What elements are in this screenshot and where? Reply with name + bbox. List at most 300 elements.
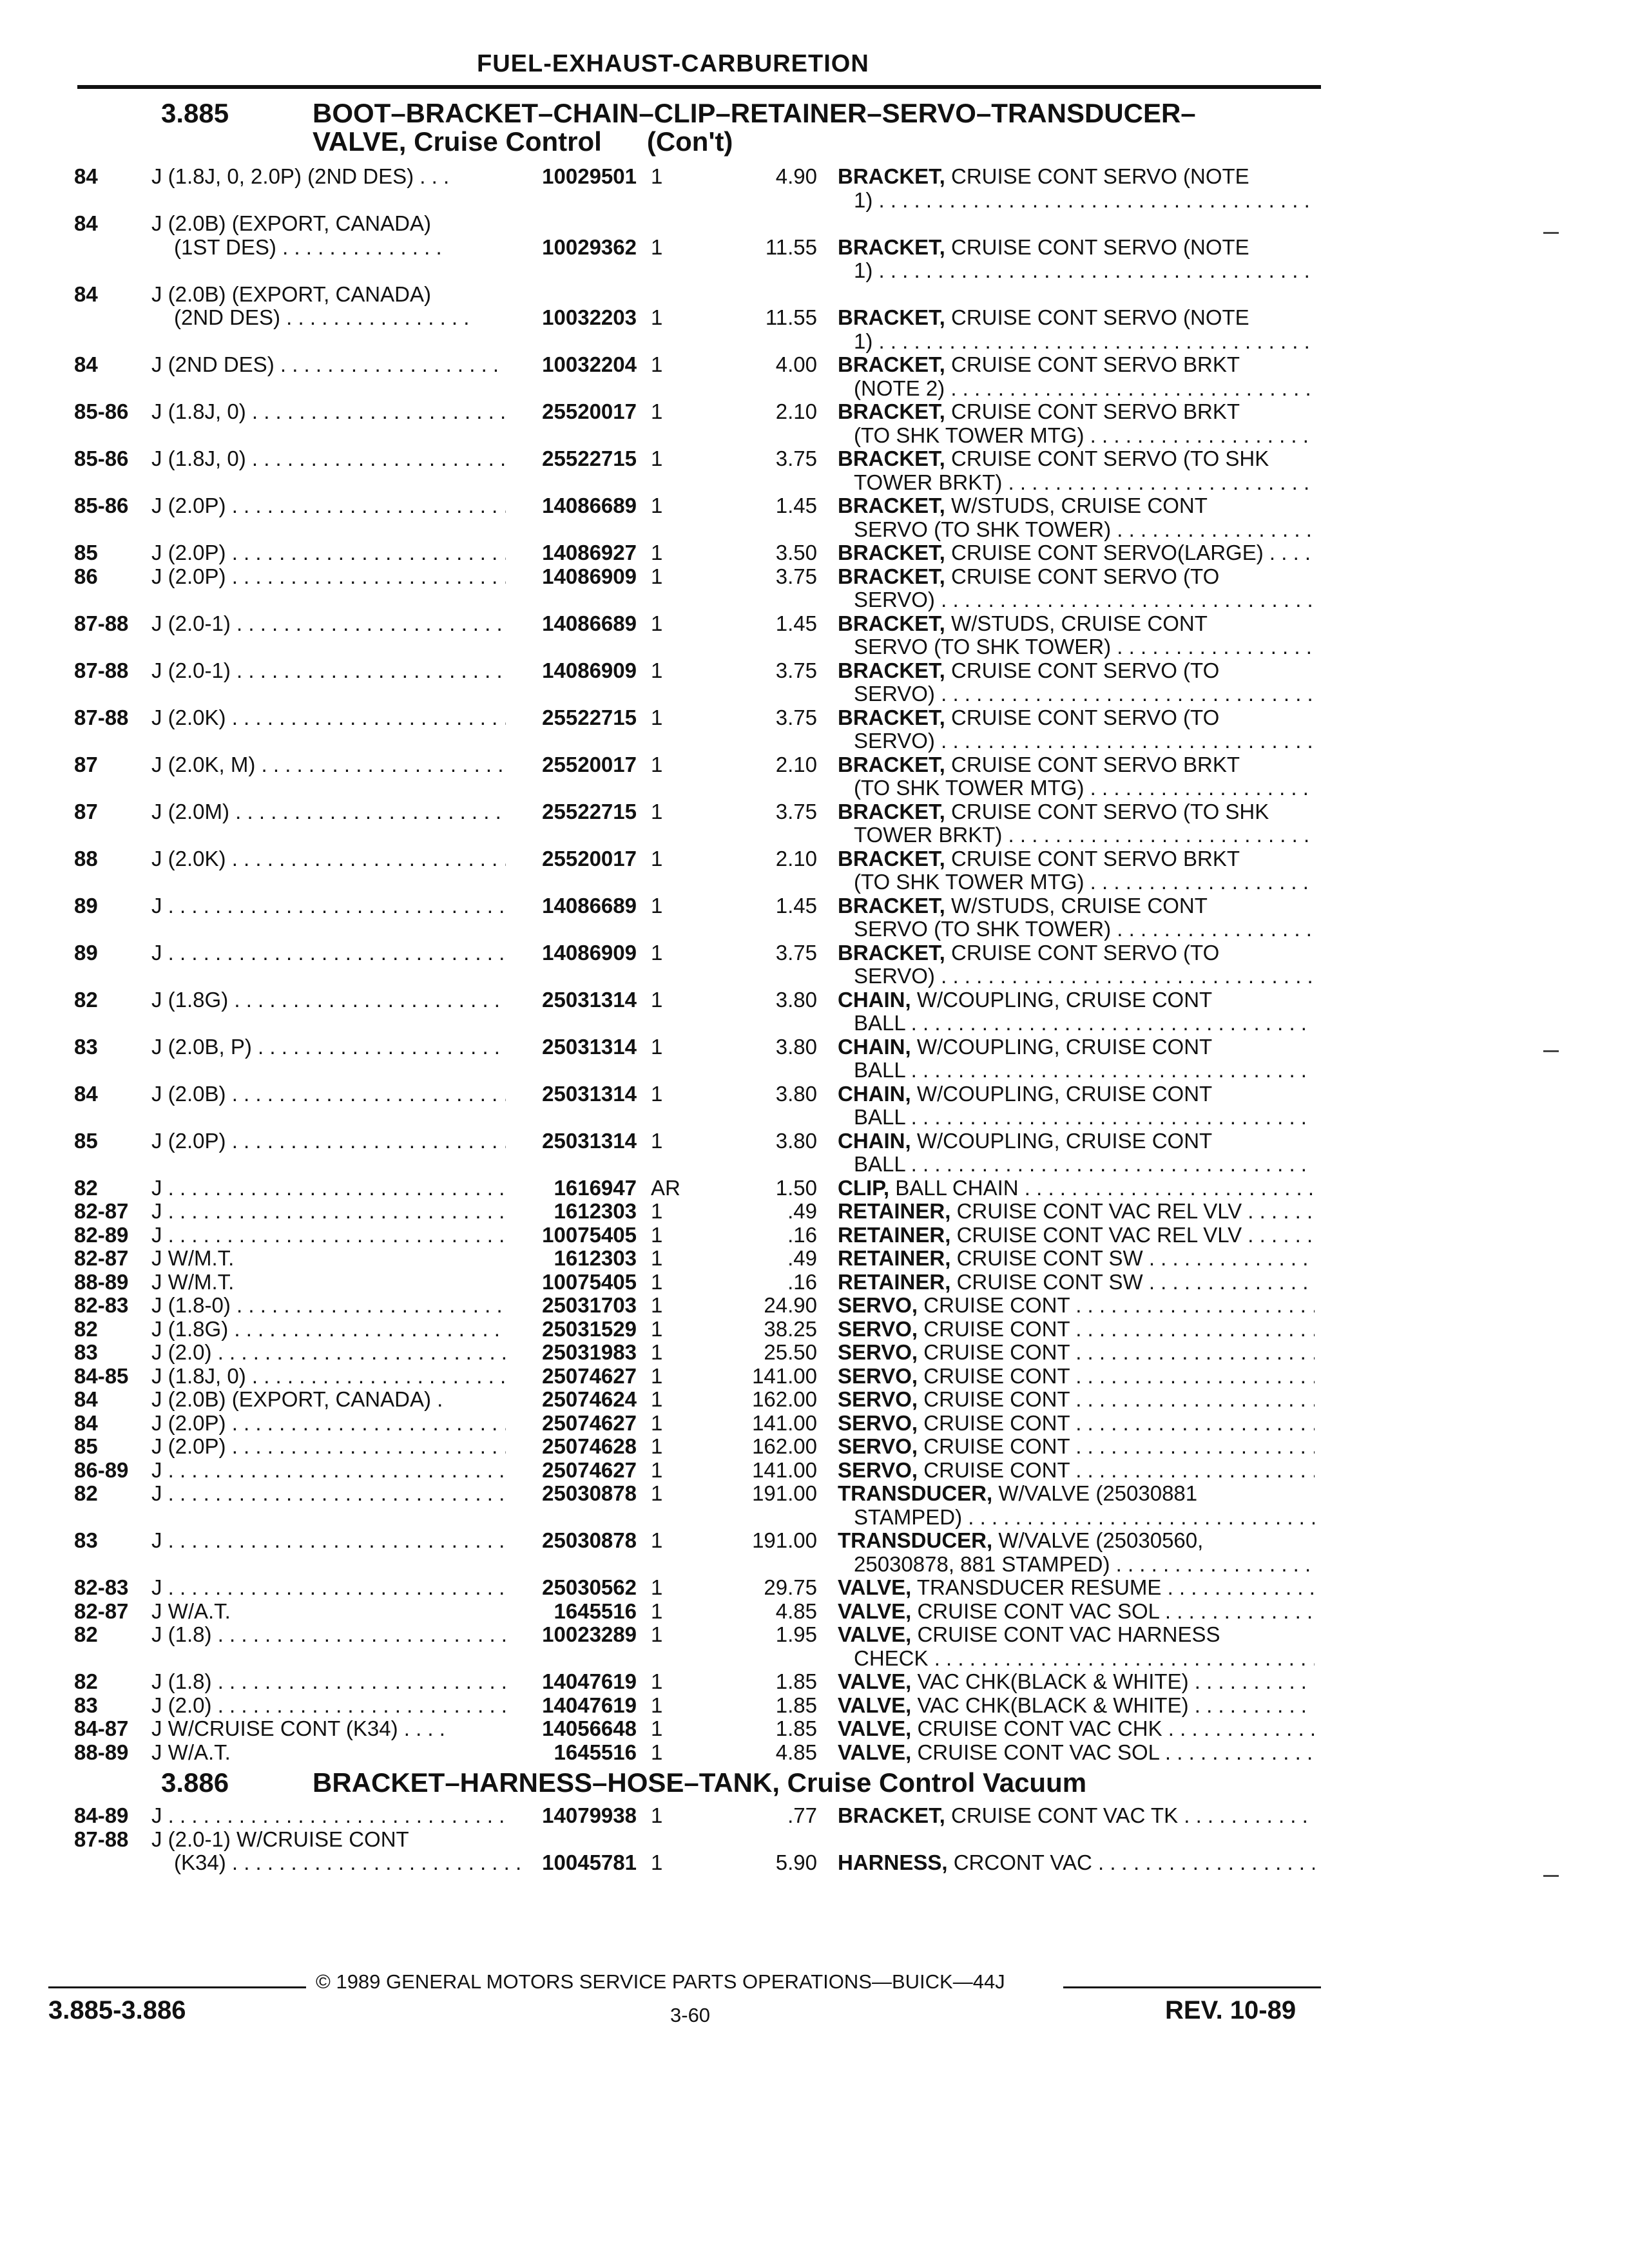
description-keyword: BRACKET, <box>838 164 945 188</box>
section-title: BOOT–BRACKET–CHAIN–CLIP–RETAINER–SERVO–TRANSDUCER– <box>313 98 1196 128</box>
description-continuation: 1) . . . <box>854 258 1315 282</box>
description-keyword: BRACKET, <box>838 352 945 376</box>
description-name <box>838 305 1315 329</box>
part-number: 14086909 <box>542 658 637 682</box>
description-continuation: SERVO) . . . <box>854 588 1315 611</box>
description-keyword: BRACKET, <box>838 235 945 259</box>
application: J W/A.T. <box>151 1740 231 1764</box>
price: 1.85 <box>775 1693 817 1717</box>
quantity: 1 <box>651 1434 663 1458</box>
description-keyword: VALVE, <box>838 1693 912 1717</box>
part-number: 25522715 <box>542 705 637 729</box>
quantity: 1 <box>651 235 663 259</box>
model-years: 84 <box>74 1387 98 1411</box>
page-number: 3-60 <box>670 2004 711 2026</box>
description-continuation: SERVO) . . . <box>854 682 1315 706</box>
price: 191.00 <box>752 1528 817 1552</box>
quantity: 1 <box>651 447 663 470</box>
description-text: CRUISE CONT SERVO (NOTE <box>951 305 1249 329</box>
part-number: 14079938 <box>542 1803 637 1827</box>
description-name <box>838 658 1315 682</box>
description-name <box>838 164 1315 188</box>
section-range: 3.885-3.886 <box>48 1996 186 2024</box>
application: J . . . <box>151 1803 506 1827</box>
model-years: 82 <box>74 1316 98 1341</box>
part-number: 25031314 <box>542 1128 637 1153</box>
description-keyword: SERVO, <box>838 1340 918 1364</box>
part-number: 25030878 <box>542 1481 637 1505</box>
description-name <box>838 1223 1315 1247</box>
model-years: 82 <box>74 1622 98 1646</box>
price: 1.50 <box>775 1175 817 1200</box>
price: .49 <box>787 1199 817 1223</box>
price: 1.85 <box>775 1716 817 1740</box>
description-text: CRUISE CONT SERVO BRKT <box>951 399 1240 423</box>
footer-rule <box>48 1986 306 1988</box>
description-name <box>838 564 1315 588</box>
description-text: CRUISE CONT SERVO (TO <box>951 705 1220 729</box>
model-years: 88-89 <box>74 1740 129 1764</box>
description-name <box>838 1669 1315 1693</box>
description-text: W/STUDS, CRUISE CONT <box>951 494 1208 517</box>
description-name <box>838 541 1315 564</box>
description-continuation: SERVO) . . . <box>854 964 1315 988</box>
application: J (1.8J, 0) . . . <box>151 399 506 423</box>
quantity: 1 <box>651 305 663 329</box>
application: J (2.0P) . . . <box>151 494 506 517</box>
description-keyword: VALVE, <box>838 1599 912 1623</box>
description-text: CRUISE CONT <box>923 1316 1070 1341</box>
model-years: 84 <box>74 282 98 306</box>
application: J (2.0B) (EXPORT, CANADA) <box>151 282 431 306</box>
model-years: 83 <box>74 1340 98 1364</box>
price: 3.75 <box>775 940 817 965</box>
part-number: 25031529 <box>542 1316 637 1341</box>
description-text: W/COUPLING, CRUISE CONT <box>916 1081 1213 1106</box>
description-name <box>838 1129 1315 1153</box>
application: J (2.0M) . . . <box>151 800 506 823</box>
price: 3.75 <box>775 564 817 588</box>
description-text: W/COUPLING, CRUISE CONT <box>916 1034 1213 1059</box>
part-number: 1612303 <box>554 1246 637 1270</box>
description-name <box>838 1850 1315 1874</box>
part-number: 25074627 <box>542 1410 637 1435</box>
description-keyword: CHAIN, <box>838 1034 911 1059</box>
description-text: CRUISE CONT <box>923 1387 1070 1411</box>
description-keyword: VALVE, <box>838 1575 912 1599</box>
price: .49 <box>787 1246 817 1270</box>
model-years: 85-86 <box>74 399 129 423</box>
description-keyword: RETAINER, <box>838 1199 951 1223</box>
part-number: 14047619 <box>542 1693 637 1717</box>
footer-rule <box>1063 1986 1321 1988</box>
price: 1.95 <box>775 1622 817 1646</box>
price: 141.00 <box>752 1457 817 1482</box>
description-text: CRUISE CONT <box>923 1340 1070 1364</box>
part-number: 10045781 <box>542 1850 637 1874</box>
description-name <box>838 1458 1315 1482</box>
application: J (1.8G) . . . <box>151 988 506 1012</box>
margin-mark <box>1543 232 1559 234</box>
part-number: 25030562 <box>542 1575 637 1599</box>
quantity: 1 <box>651 1034 663 1059</box>
price: .16 <box>787 1222 817 1247</box>
part-number: 1612303 <box>554 1199 637 1223</box>
price: 2.10 <box>775 752 817 776</box>
price: 11.55 <box>765 235 817 259</box>
description-name <box>838 1387 1315 1411</box>
description-continuation: BALL . . . <box>854 1011 1315 1035</box>
description-name <box>838 1246 1315 1270</box>
description-continuation: SERVO (TO SHK TOWER) . . . <box>854 635 1315 658</box>
model-years: 85-86 <box>74 494 129 517</box>
description-continuation: BALL . . . <box>854 1058 1315 1082</box>
model-years: 87-88 <box>74 1827 129 1851</box>
price: 2.10 <box>775 399 817 423</box>
quantity: 1 <box>651 799 663 823</box>
model-years: 84 <box>74 1410 98 1435</box>
description-continuation: (TO SHK TOWER MTG) . . . <box>854 423 1315 447</box>
model-years: 84-87 <box>74 1716 129 1740</box>
part-number: 25520017 <box>542 399 637 423</box>
description-text: CRUISE CONT SERVO (NOTE <box>951 164 1249 188</box>
description-keyword: RETAINER, <box>838 1222 951 1247</box>
quantity: 1 <box>651 752 663 776</box>
quantity: 1 <box>651 1481 663 1505</box>
part-number: 25030878 <box>542 1528 637 1552</box>
description-keyword: SERVO, <box>838 1293 918 1317</box>
description-text: VAC CHK(BLACK & WHITE) <box>917 1669 1189 1693</box>
description-name <box>838 800 1315 823</box>
price: .16 <box>787 1269 817 1294</box>
description-continuation: CHECK . . . <box>854 1646 1315 1670</box>
description-text: CRUISE CONT SERVO(LARGE) <box>951 541 1264 564</box>
part-number: 14086689 <box>542 893 637 918</box>
application: J (2.0K) . . . <box>151 847 506 870</box>
quantity: 1 <box>651 1081 663 1106</box>
quantity: 1 <box>651 541 663 564</box>
quantity: 1 <box>651 1293 663 1317</box>
quantity: 1 <box>651 987 663 1012</box>
application: J (2.0P) . . . <box>151 541 506 564</box>
description-keyword: VALVE, <box>838 1669 912 1693</box>
description-continuation: 1) . . . <box>854 329 1315 353</box>
description-text: CRUISE CONT <box>923 1457 1070 1482</box>
description-name <box>838 1599 1315 1623</box>
quantity: 1 <box>651 1246 663 1270</box>
description-text: CRUISE CONT <box>923 1293 1070 1317</box>
quantity: 1 <box>651 1599 663 1623</box>
application: J . . . <box>151 1575 506 1599</box>
part-number: 25520017 <box>542 752 637 776</box>
description-text: CRUISE CONT <box>923 1410 1070 1435</box>
price: 38.25 <box>764 1316 817 1341</box>
model-years: 87 <box>74 799 98 823</box>
quantity: 1 <box>651 1128 663 1153</box>
part-number: 25522715 <box>542 799 637 823</box>
model-years: 87-88 <box>74 611 129 635</box>
part-number: 25074627 <box>542 1363 637 1388</box>
description-name <box>838 1035 1315 1059</box>
application: J (2.0B) (EXPORT, CANADA) . <box>151 1387 443 1411</box>
part-number: 25074628 <box>542 1434 637 1458</box>
application: J . . . <box>151 894 506 918</box>
application: J (2.0P) . . . <box>151 564 506 588</box>
price: .77 <box>787 1803 817 1827</box>
description-name <box>838 1411 1315 1435</box>
price: 162.00 <box>752 1387 817 1411</box>
description-text: W/VALVE (25030881 <box>998 1481 1198 1505</box>
quantity: 1 <box>651 1199 663 1223</box>
description-text: CRUISE CONT SERVO (TO SHK <box>951 799 1269 823</box>
quantity: 1 <box>651 494 663 517</box>
description-name <box>838 1575 1315 1599</box>
quantity: 1 <box>651 705 663 729</box>
quantity: 1 <box>651 1575 663 1599</box>
model-years: 82 <box>74 1481 98 1505</box>
model-years: 89 <box>74 940 98 965</box>
description-name <box>838 988 1315 1012</box>
application: (K34) . . . <box>174 1850 528 1874</box>
price: 3.75 <box>775 447 817 470</box>
description-text: CRUISE CONT VAC HARNESS <box>917 1622 1220 1646</box>
quantity: 1 <box>651 1693 663 1717</box>
price: 191.00 <box>752 1481 817 1505</box>
application: J . . . <box>151 1199 506 1223</box>
section-subtitle: VALVE, Cruise Control (Con't) <box>313 126 733 157</box>
description-keyword: CHAIN, <box>838 1081 911 1106</box>
application: J (2.0P) . . . <box>151 1129 506 1153</box>
quantity: 1 <box>651 564 663 588</box>
quantity: 1 <box>651 1316 663 1341</box>
description-name <box>838 1364 1315 1388</box>
description-keyword: TRANSDUCER, <box>838 1528 993 1552</box>
application: J (2.0P) . . . <box>151 1434 506 1458</box>
description-text: CRUISE CONT VAC SOL <box>917 1599 1159 1623</box>
quantity: 1 <box>651 1622 663 1646</box>
application: J (2.0-1) . . . <box>151 611 506 635</box>
description-name <box>838 1270 1315 1294</box>
quantity: 1 <box>651 1363 663 1388</box>
price: 3.80 <box>775 987 817 1012</box>
price: 4.85 <box>775 1599 817 1623</box>
description-name <box>838 1082 1315 1106</box>
part-number: 25031983 <box>542 1340 637 1364</box>
description-continuation: SERVO) . . . <box>854 729 1315 753</box>
part-number: 25074624 <box>542 1387 637 1411</box>
quantity: 1 <box>651 1387 663 1411</box>
description-keyword: SERVO, <box>838 1387 918 1411</box>
margin-mark <box>1543 1050 1559 1052</box>
description-keyword: VALVE, <box>838 1740 912 1764</box>
margin-mark <box>1543 1875 1559 1877</box>
part-number: 10029362 <box>542 235 637 259</box>
quantity: 1 <box>651 1850 663 1874</box>
part-number: 1616947 <box>554 1175 637 1200</box>
description-text: CRUISE CONT SERVO BRKT <box>951 752 1240 776</box>
quantity: 1 <box>651 1803 663 1827</box>
part-number: 10075405 <box>542 1269 637 1294</box>
description-name <box>838 494 1315 517</box>
part-number: 14086909 <box>542 564 637 588</box>
description-name <box>838 611 1315 635</box>
application: J (2.0-1) W/CRUISE CONT <box>151 1827 409 1851</box>
price: 3.80 <box>775 1128 817 1153</box>
part-number: 25031314 <box>542 1034 637 1059</box>
model-years: 83 <box>74 1693 98 1717</box>
part-number: 25031703 <box>542 1293 637 1317</box>
quantity: 1 <box>651 1269 663 1294</box>
description-text: CRUISE CONT SERVO (TO <box>951 658 1220 682</box>
quantity: 1 <box>651 940 663 965</box>
part-number: 25031314 <box>542 1081 637 1106</box>
price: 1.85 <box>775 1669 817 1693</box>
application: J . . . <box>151 1528 506 1552</box>
description-continuation: (NOTE 2) . . . <box>854 376 1315 400</box>
model-years: 87-88 <box>74 658 129 682</box>
part-number: 1645516 <box>554 1740 637 1764</box>
part-number: 10032203 <box>542 305 637 329</box>
description-continuation: (TO SHK TOWER MTG) . . . <box>854 776 1315 800</box>
description-keyword: BRACKET, <box>838 799 945 823</box>
part-number: 14086689 <box>542 494 637 517</box>
application: J (2.0B) . . . <box>151 1082 506 1106</box>
application: J W/M.T. <box>151 1246 235 1270</box>
description-keyword: BRACKET, <box>838 541 945 564</box>
description-continuation: (TO SHK TOWER MTG) . . . <box>854 870 1315 894</box>
price: 3.80 <box>775 1034 817 1059</box>
application: J (1.8J, 0, 2.0P) (2ND DES) . . . <box>151 164 450 188</box>
description-keyword: HARNESS, <box>838 1850 948 1874</box>
part-number: 14086909 <box>542 940 637 965</box>
price: 29.75 <box>764 1575 817 1599</box>
model-years: 82-87 <box>74 1199 129 1223</box>
price: 24.90 <box>764 1293 817 1317</box>
model-years: 87-88 <box>74 705 129 729</box>
description-keyword: TRANSDUCER, <box>838 1481 993 1505</box>
description-text: W/VALVE (25030560, <box>998 1528 1204 1552</box>
description-keyword: RETAINER, <box>838 1269 951 1294</box>
description-keyword: CLIP, <box>838 1175 890 1200</box>
description-keyword: BRACKET, <box>838 611 945 635</box>
description-name <box>838 706 1315 729</box>
application: J (2.0B) (EXPORT, CANADA) <box>151 211 431 235</box>
model-years: 82 <box>74 1669 98 1693</box>
model-years: 82 <box>74 987 98 1012</box>
revision-label: REV. 10-89 <box>1165 1996 1296 2024</box>
model-years: 85 <box>74 1434 98 1458</box>
part-number: 10023289 <box>542 1622 637 1646</box>
application: J . . . <box>151 941 506 965</box>
application: J (1.8J, 0) . . . <box>151 447 506 470</box>
description-name <box>838 447 1315 470</box>
description-continuation: SERVO (TO SHK TOWER) . . . <box>854 917 1315 941</box>
description-keyword: BRACKET, <box>838 399 945 423</box>
price: 141.00 <box>752 1363 817 1388</box>
quantity: 1 <box>651 1457 663 1482</box>
description-name <box>838 1740 1315 1764</box>
model-years: 82 <box>74 1175 98 1200</box>
description-name <box>838 1340 1315 1364</box>
description-keyword: BRACKET, <box>838 846 945 870</box>
application: J W/CRUISE CONT (K34) . . . . <box>151 1716 445 1740</box>
description-keyword: BRACKET, <box>838 752 945 776</box>
model-years: 82-89 <box>74 1222 129 1247</box>
application: J (2.0) . . . <box>151 1340 506 1364</box>
application: J (2.0-1) . . . <box>151 658 506 682</box>
description-text: CRUISE CONT SW <box>956 1269 1143 1294</box>
quantity: 1 <box>651 658 663 682</box>
application: J (1.8-0) . . . <box>151 1293 506 1317</box>
quantity: 1 <box>651 846 663 870</box>
model-years: 84-89 <box>74 1803 129 1827</box>
price: 4.85 <box>775 1740 817 1764</box>
application: J (1.8) . . . <box>151 1669 506 1693</box>
part-number: 10029501 <box>542 164 637 188</box>
description-keyword: BRACKET, <box>838 658 945 682</box>
application: J (2ND DES) . . . <box>151 352 506 376</box>
description-keyword: BRACKET, <box>838 447 945 470</box>
description-name <box>838 1716 1315 1740</box>
description-text: CRUISE CONT SERVO BRKT <box>951 352 1240 376</box>
model-years: 83 <box>74 1034 98 1059</box>
application: J (2.0K, M) . . . <box>151 753 506 776</box>
description-keyword: BRACKET, <box>838 705 945 729</box>
description-keyword: SERVO, <box>838 1363 918 1388</box>
part-number: 1645516 <box>554 1599 637 1623</box>
description-name <box>838 847 1315 870</box>
description-text: CRUISE CONT <box>923 1434 1070 1458</box>
description-name <box>838 399 1315 423</box>
description-keyword: BRACKET, <box>838 893 945 918</box>
price: 11.55 <box>765 305 817 329</box>
description-continuation: 25030878, 881 STAMPED) . . . <box>854 1552 1315 1576</box>
model-years: 84 <box>74 352 98 376</box>
description-continuation: STAMPED) . . . <box>854 1505 1315 1529</box>
application: J . . . <box>151 1223 506 1247</box>
description-keyword: CHAIN, <box>838 987 911 1012</box>
quantity: 1 <box>651 1222 663 1247</box>
description-keyword: BRACKET, <box>838 1803 945 1827</box>
description-name <box>838 1317 1315 1341</box>
description-name <box>838 941 1315 965</box>
model-years: 82-83 <box>74 1575 129 1599</box>
description-text: CRUISE CONT <box>923 1363 1070 1388</box>
description-continuation: 1) . . . <box>854 188 1315 212</box>
part-number: 10075405 <box>542 1222 637 1247</box>
section-number: 3.886 <box>161 1767 229 1798</box>
description-continuation: SERVO (TO SHK TOWER) . . . <box>854 517 1315 541</box>
description-text: CRUISE CONT SERVO (TO SHK <box>951 447 1269 470</box>
description-name <box>838 894 1315 918</box>
part-number: 14086927 <box>542 541 637 564</box>
description-name <box>838 1693 1315 1717</box>
description-text: W/COUPLING, CRUISE CONT <box>916 987 1213 1012</box>
description-text: CRUISE CONT VAC REL VLV <box>956 1222 1242 1247</box>
model-years: 89 <box>74 893 98 918</box>
price: 1.45 <box>775 611 817 635</box>
application: J W/A.T. <box>151 1599 231 1623</box>
description-keyword: VALVE, <box>838 1622 912 1646</box>
quantity: 1 <box>651 164 663 188</box>
description-name <box>838 352 1315 376</box>
description-keyword: BRACKET, <box>838 564 945 588</box>
description-name <box>838 235 1315 259</box>
description-keyword: BRACKET, <box>838 940 945 965</box>
description-keyword: SERVO, <box>838 1410 918 1435</box>
description-text: CRCONT VAC <box>953 1850 1092 1874</box>
quantity: 1 <box>651 1740 663 1764</box>
